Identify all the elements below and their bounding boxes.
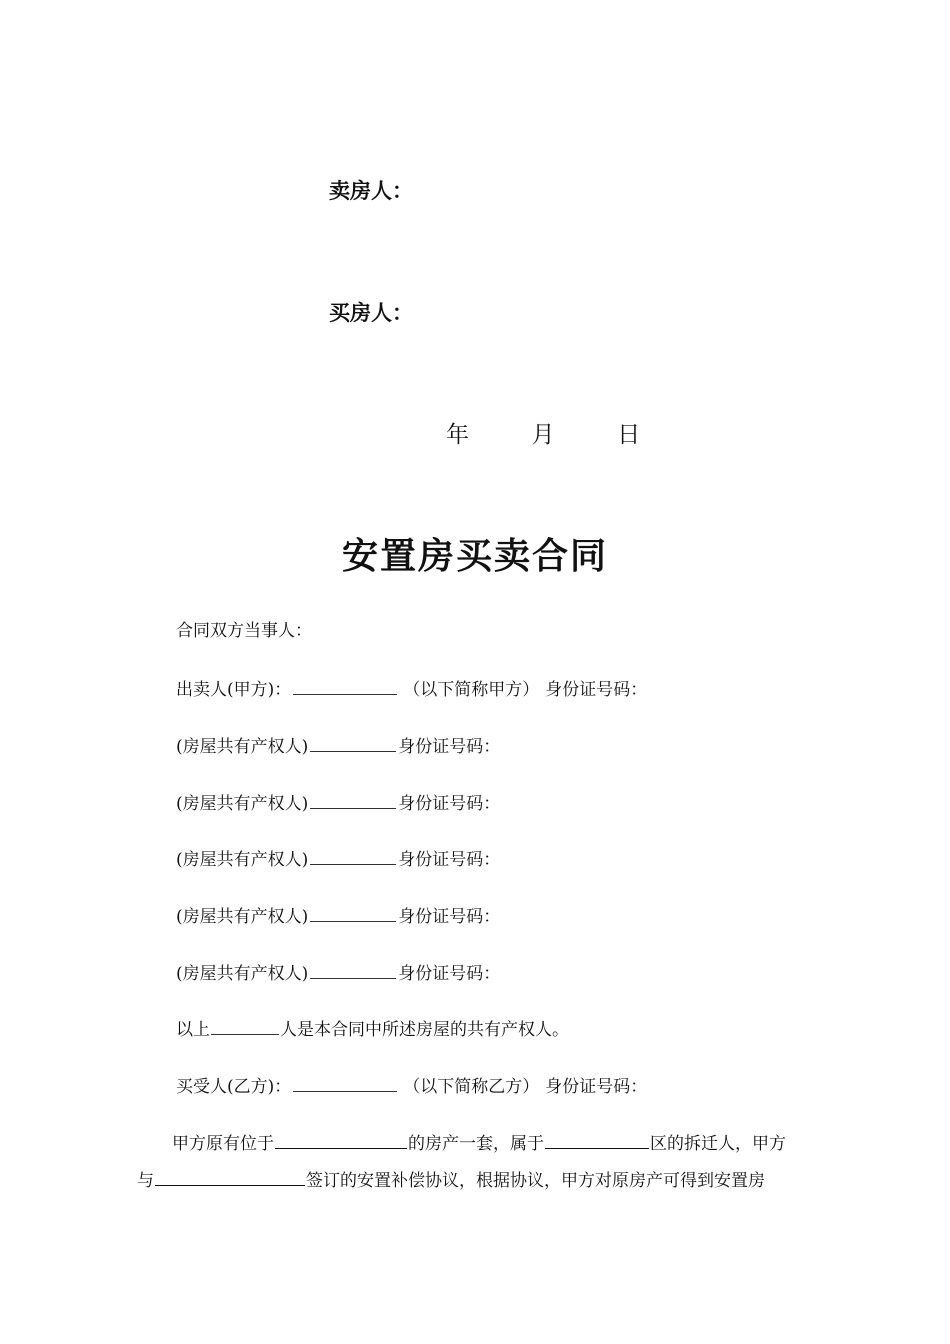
parties-intro: 合同双方当事人： [176, 621, 312, 641]
paragraph-text: 签订的安置补偿协议，根据协议，甲方对原房产可得到安置房 [306, 1171, 765, 1191]
co-owner-line [176, 790, 500, 816]
paragraph-text: 区的拆迁人，甲方 [650, 1134, 786, 1154]
buyer-alias: （以下简称乙方） [403, 1077, 540, 1097]
seller-label: 出卖人(甲方)： [176, 680, 292, 700]
co-owner-line [176, 960, 500, 986]
buyer-name-field[interactable] [293, 1073, 397, 1092]
agreement-party-field[interactable] [155, 1167, 305, 1186]
seller-line [176, 676, 647, 702]
co-owner-line [176, 733, 500, 759]
buyer-label: 买受人(乙方)： [176, 1077, 292, 1097]
date-month: 月 [531, 422, 555, 448]
co-owner-id-label: 身份证号码： [398, 964, 501, 984]
co-owner-label: (房屋共有产权人) [176, 737, 309, 757]
date-row [446, 416, 640, 449]
date-day: 日 [617, 422, 641, 448]
seller-signature-label: 卖房人： [329, 179, 413, 203]
paragraph-text: 与 [137, 1171, 154, 1191]
seller-id-label: 身份证号码： [545, 680, 648, 700]
buyer-line [176, 1073, 647, 1099]
paragraph-line-2 [137, 1167, 765, 1193]
co-owner-id-label: 身份证号码： [398, 907, 501, 927]
co-owner-name-field[interactable] [310, 846, 396, 865]
co-owner-name-field[interactable] [310, 903, 396, 922]
co-owner-label: (房屋共有产权人) [176, 907, 309, 927]
paragraph-line-1 [172, 1130, 786, 1156]
co-owner-line [176, 903, 500, 929]
original-property-location-field[interactable] [275, 1130, 407, 1149]
buyer-id-label: 身份证号码： [545, 1077, 648, 1097]
co-owner-label: (房屋共有产权人) [176, 794, 309, 814]
co-owner-count-field[interactable] [211, 1016, 279, 1035]
paragraph-text: 的房产一套，属于 [408, 1134, 544, 1154]
paragraph-text: 甲方原有位于 [172, 1134, 274, 1154]
co-owner-id-label: 身份证号码： [398, 737, 501, 757]
date-year: 年 [446, 422, 469, 448]
district-field[interactable] [545, 1130, 649, 1149]
co-owner-name-field[interactable] [310, 960, 396, 979]
document-title: 安置房买卖合同 [341, 536, 608, 577]
co-owner-name-field[interactable] [310, 790, 396, 809]
co-owner-summary [176, 1016, 569, 1042]
co-owner-line [176, 846, 500, 872]
co-owner-summary-suffix: 人是本合同中所述房屋的共有产权人。 [280, 1020, 569, 1040]
seller-alias: （以下简称甲方） [403, 680, 540, 700]
co-owner-name-field[interactable] [310, 733, 396, 752]
seller-name-field[interactable] [293, 676, 397, 695]
co-owner-summary-prefix: 以上 [176, 1020, 210, 1040]
co-owner-id-label: 身份证号码： [398, 850, 501, 870]
co-owner-id-label: 身份证号码： [398, 794, 501, 814]
co-owner-label: (房屋共有产权人) [176, 850, 309, 870]
buyer-signature-label: 买房人： [329, 301, 413, 325]
co-owner-label: (房屋共有产权人) [176, 964, 309, 984]
